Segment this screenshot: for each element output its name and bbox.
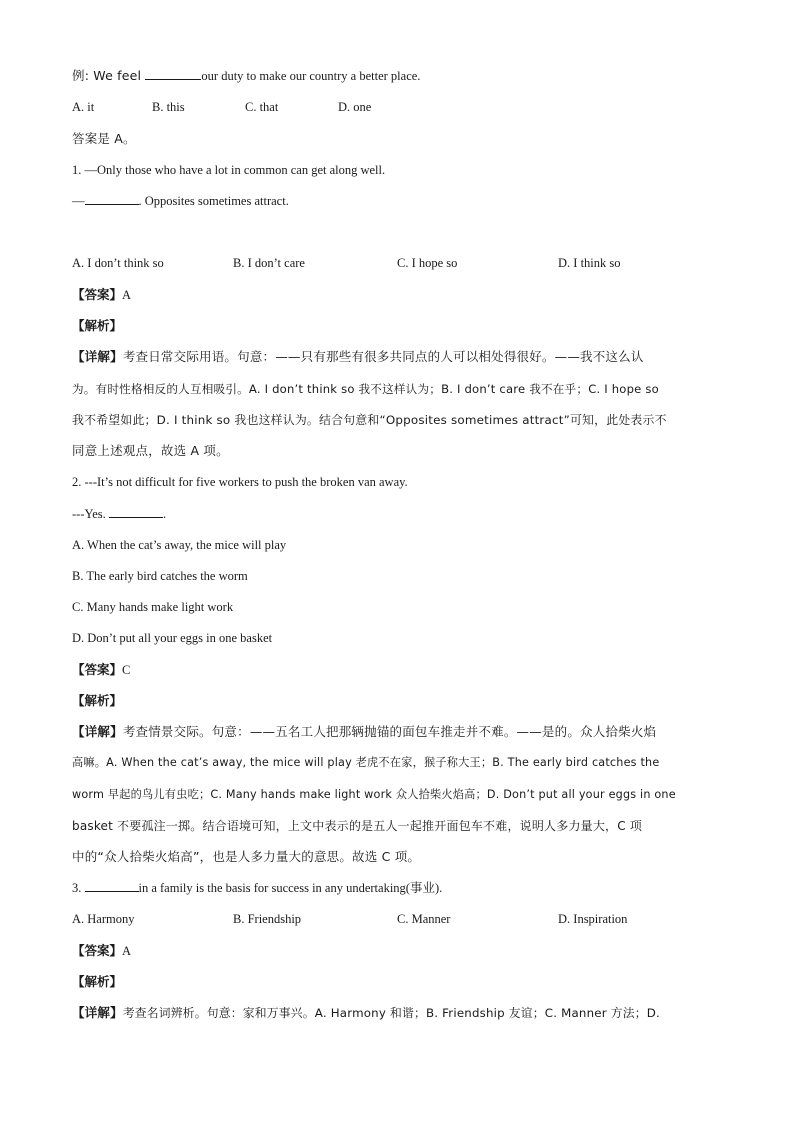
example-stem — [72, 68, 420, 84]
q2-option-d: D. Don’t put all your eggs in one basket — [72, 631, 273, 645]
example-option-d: D. one — [338, 100, 372, 114]
q2-detail-line-4: basket 不要孤注一掷。结合语境可知，上文中表示的是五人一起推开面包车不难，说明人多力量大，C 项 — [72, 819, 643, 833]
example-answer: 答案是 A。 — [72, 131, 136, 146]
q1-detail-line-1 — [72, 349, 644, 365]
answer-tag: 【答案】 — [72, 943, 123, 958]
q1-reply — [72, 193, 289, 209]
q3-stem — [72, 880, 442, 896]
q3-answer — [72, 943, 131, 959]
q3-analysis-heading — [72, 974, 122, 990]
q1-option-a: A. I don’t think so — [72, 256, 164, 270]
answer-blank — [109, 506, 163, 518]
q1-option-b: B. I don’t care — [233, 256, 305, 270]
analysis-tag: 【解析】 — [72, 974, 123, 989]
q1-detail-line-3: 我不希望如此；D. I think so 我也这样认为。结合句意和“Opposites sometimes attract”可知，此处表示不 — [72, 413, 667, 427]
q1-stem: 1. —Only those who have a lot in common can get along well. — [72, 163, 386, 177]
answer-blank — [145, 68, 201, 80]
q2-detail-line-2: 高嘛。A. When the cat’s away, the mice will play 老虎不在家，猴子称大王；B. The early bird catches the — [72, 756, 660, 769]
answer-tag: 【答案】 — [72, 287, 123, 302]
q1-reply-dash: — — [72, 194, 85, 208]
q3-stem-text: in a family is the basis for success in any undertaking(事业). — [138, 881, 443, 895]
answer-blank — [85, 880, 139, 892]
q2-option-b: B. The early bird catches the worm — [72, 569, 248, 583]
q1-reply-text: . Opposites sometimes attract. — [138, 194, 289, 208]
q3-option-c: C. Manner — [397, 912, 451, 926]
detail-tag: 【详解】 — [72, 724, 123, 739]
q2-answer-value: C — [122, 663, 131, 677]
analysis-tag: 【解析】 — [72, 693, 123, 708]
q2-stem: 2. ---It’s not difficult for five workers to push the broken van away. — [72, 475, 408, 489]
answer-tag: 【答案】 — [72, 662, 123, 677]
q2-answer — [72, 662, 130, 678]
q1-detail-text-1: 考查日常交际用语。句意：——只有那些有很多共同点的人可以相处得很好。——我不这么认 — [122, 349, 644, 364]
example-stem-prefix: 例: We feel — [72, 68, 146, 83]
q2-detail-line-3: worm 早起的鸟儿有虫吃；C. Many hands make light work 众人拾柴火焰高；D. Don’t put all your eggs in one — [72, 788, 676, 801]
q2-option-c: C. Many hands make light work — [72, 600, 234, 614]
example-option-a: A. it — [72, 100, 95, 114]
q1-option-d: D. I think so — [558, 256, 621, 270]
q3-option-b: B. Friendship — [233, 912, 302, 926]
q3-detail-line-1 — [72, 1005, 660, 1021]
q2-detail-line-5: 中的“众人拾柴火焰高”，也是人多力量大的意思。故选 C 项。 — [72, 849, 421, 864]
q2-detail-text-1: 考查情景交际。句意：——五名工人把那辆抛锚的面包车推走并不难。——是的。众人拾柴火焰 — [122, 724, 657, 739]
q2-option-a: A. When the cat’s away, the mice will play — [72, 538, 287, 552]
q3-answer-value: A — [122, 944, 132, 958]
q1-analysis-heading — [72, 318, 122, 334]
q2-analysis-heading — [72, 693, 122, 709]
example-option-b: B. this — [152, 100, 185, 114]
q3-option-a: A. Harmony — [72, 912, 135, 926]
q2-reply-suffix: . — [162, 507, 167, 521]
q2-reply — [72, 506, 166, 522]
q1-detail-line-2: 为。有时性格相反的人互相吸引。A. I don’t think so 我不这样认为；B. I don’t care 我不在乎；C. I hope so — [72, 382, 659, 396]
q3-option-d: D. Inspiration — [558, 912, 628, 926]
q1-option-c: C. I hope so — [397, 256, 458, 270]
q1-detail-line-4: 同意上述观点，故选 A 项。 — [72, 443, 229, 458]
q1-answer-value: A — [122, 288, 132, 302]
q3-detail-text-1: 考查名词辨析。句意：家和万事兴。A. Harmony 和谐；B. Friendship 友谊；C. Manner 方法；D. — [122, 1006, 660, 1020]
detail-tag: 【详解】 — [72, 1005, 123, 1020]
example-stem-suffix: our duty to make our country a better place. — [201, 69, 421, 83]
q2-reply-prefix: ---Yes. — [72, 507, 109, 521]
analysis-tag: 【解析】 — [72, 318, 123, 333]
answer-blank — [85, 193, 139, 205]
detail-tag: 【详解】 — [72, 349, 123, 364]
q3-number: 3. — [72, 881, 85, 895]
q2-detail-line-1 — [72, 724, 656, 740]
example-option-c: C. that — [245, 100, 279, 114]
q1-answer — [72, 287, 131, 303]
